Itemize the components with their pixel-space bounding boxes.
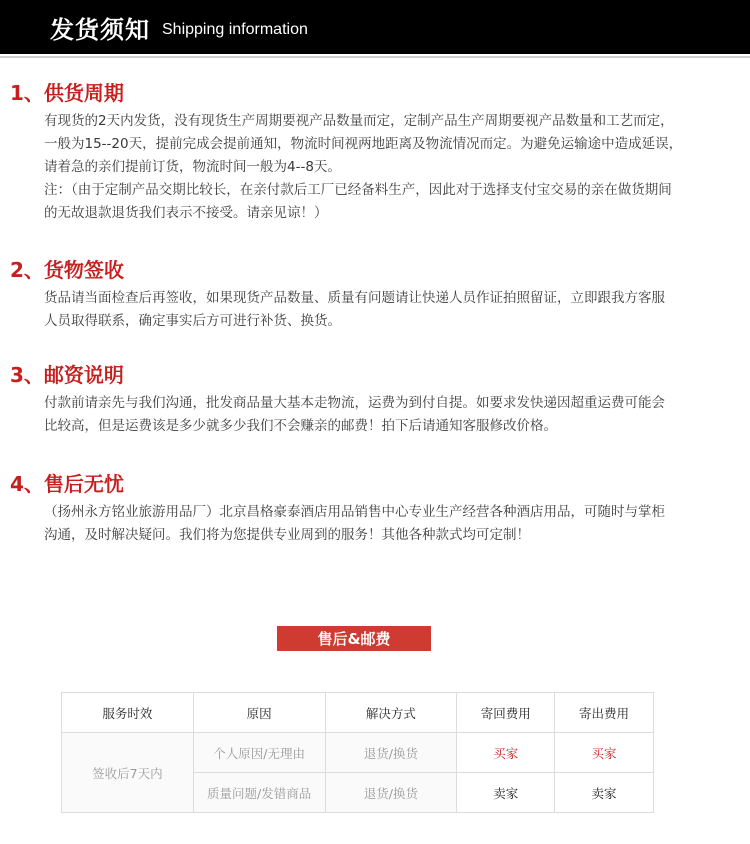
table-header-cell: 寄回费用 xyxy=(457,693,555,733)
table-header-row xyxy=(62,693,654,733)
table-cell-solution: 退货/换货 xyxy=(325,773,457,813)
section-line: 的无故退款退货我们表示不接受。请亲见谅！） xyxy=(44,205,328,221)
section-line: 比较高，但是运费该是多少就多少我们不会赚亲的邮费！拍下后请通知客服修改价格。 xyxy=(44,418,557,434)
header-title-en: Shipping information xyxy=(162,21,308,38)
section-body xyxy=(0,392,750,438)
header-bar xyxy=(0,0,750,54)
section-supply-period xyxy=(0,80,750,225)
section-title: 1、供货周期 xyxy=(10,81,124,105)
table-header-cell: 原因 xyxy=(193,693,325,733)
section-line: 沟通，及时解决疑问。我们将为您提供专业周到的服务！其他各种款式均可定制！ xyxy=(44,527,530,543)
after-sales-postage-badge: 售后&邮费 xyxy=(277,626,431,651)
header-title-cn: 发货须知 xyxy=(50,15,150,44)
section-title: 2、货物签收 xyxy=(10,258,124,282)
table-header-cell: 服务时效 xyxy=(62,693,194,733)
section-body xyxy=(0,287,750,333)
section-receipt xyxy=(0,257,750,333)
table-header-cell: 寄出费用 xyxy=(555,693,654,733)
table-cell-reason: 个人原因/无理由 xyxy=(193,733,325,773)
table-cell-return-fee: 卖家 xyxy=(457,773,555,813)
table-row xyxy=(62,733,654,773)
table-cell-send-fee: 卖家 xyxy=(555,773,654,813)
section-line: 请着急的亲们提前订货，物流时间一般为4--8天。 xyxy=(44,159,341,175)
table-header-cell: 解决方式 xyxy=(325,693,457,733)
section-line: 一般为15--20天，提前完成会提前通知，物流时间视两地距离及物流情况而定。为避免运输途中造成延误， xyxy=(44,136,683,152)
table-cell-return-fee: 买家 xyxy=(457,733,555,773)
section-title: 3、邮资说明 xyxy=(10,363,124,387)
section-line: 注：（由于定制产品交期比较长，在亲付款后工厂已经备料生产，因此对于选择支付宝交易的亲在做货期间 xyxy=(44,182,672,198)
section-body xyxy=(0,501,750,547)
section-title: 4、售后无忧 xyxy=(10,472,124,496)
table-cell-solution: 退货/换货 xyxy=(325,733,457,773)
section-postage xyxy=(0,362,750,438)
table-cell-reason: 质量问题/发错商品 xyxy=(193,773,325,813)
section-body xyxy=(0,110,750,225)
table-cell-period: 签收后7天内 xyxy=(62,733,194,813)
header-divider xyxy=(0,56,750,58)
section-line: 付款前请亲先与我们沟通，批发商品量大基本走物流，运费为到付自提。如要求发快递因超重运费可能会 xyxy=(44,395,665,411)
section-line: 人员取得联系，确定事实后方可进行补货、换货。 xyxy=(44,313,341,329)
section-line: 货品请当面检查后再签收，如果现货产品数量、质量有问题请让快递人员作证拍照留证，立即跟我方客服 xyxy=(44,290,665,306)
section-after-sales xyxy=(0,471,750,547)
section-line: 有现货的2天内发货，没有现货生产周期要视产品数量而定，定制产品生产周期要视产品数量和工艺而定， xyxy=(44,113,674,129)
table-cell-send-fee: 买家 xyxy=(555,733,654,773)
after-sales-table xyxy=(61,692,654,813)
section-line: （扬州永方铭业旅游用品厂）北京昌格豪泰酒店用品销售中心专业生产经营各种酒店用品，可随时与掌柜 xyxy=(44,504,665,520)
